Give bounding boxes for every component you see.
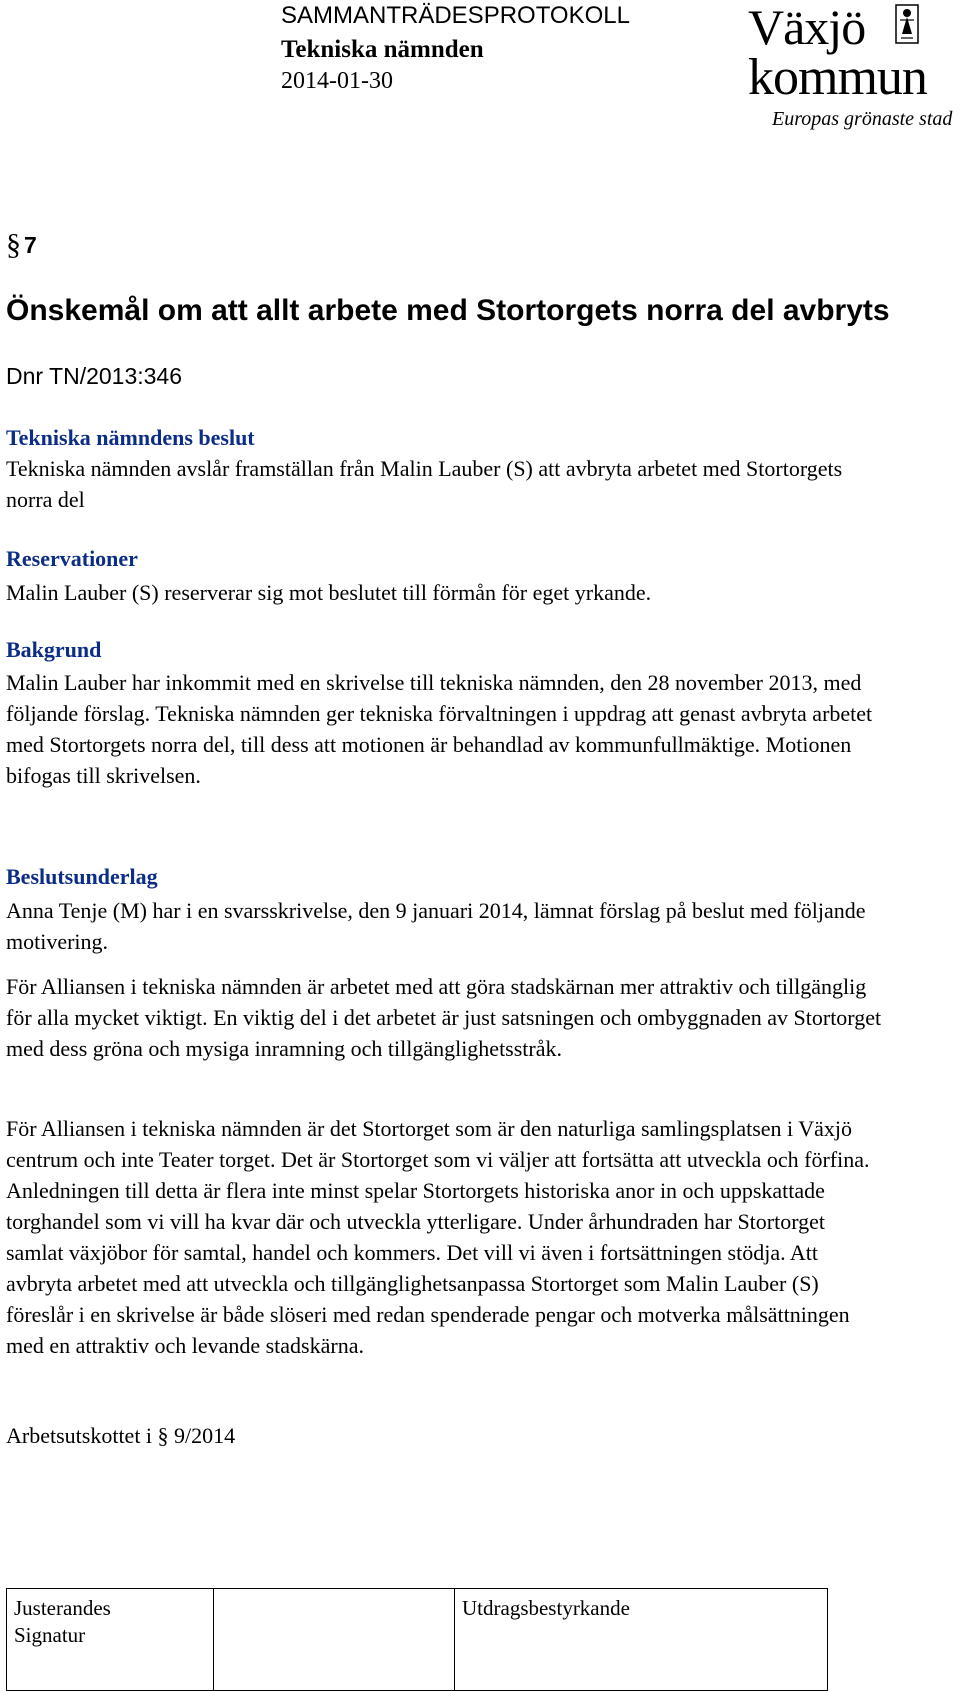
signature-label-line1: Justerandes bbox=[14, 1596, 111, 1620]
document-type: SAMMANTRÄDESPROTOKOLL bbox=[281, 2, 630, 29]
organization-name: Tekniska nämnden bbox=[281, 36, 484, 63]
basis-paragraph: För Alliansen i tekniska nämnden är arbetet med att göra stadskärnan mer attraktiv och tillgänglig för alla mycket viktigt. En viktig del i det arbetet är just satsningen och ombyggnaden av Stortorget med dess gröna och mysiga inramning och tillgänglighetsstråk. bbox=[6, 974, 882, 1061]
decision-text: Tekniska nämnden avslår framställan från Malin Lauber (S) att avbryta arbetet med Stortorgets norra del bbox=[6, 456, 843, 512]
reservations-text: Malin Lauber (S) reserverar sig mot beslutet till förmån för eget yrkande. bbox=[6, 580, 652, 605]
basis-paragraph: Anna Tenje (M) har i en svarsskrivelse, den 9 januari 2014, lämnat förslag på beslut med följande motivering. bbox=[6, 898, 866, 954]
vaxjo-kommun-logo bbox=[740, 0, 960, 135]
reservations-heading: Reservationer bbox=[6, 546, 138, 571]
section-number: 7 bbox=[24, 232, 37, 258]
logo-wordmark-line2: kommun bbox=[748, 49, 927, 106]
certification-cell bbox=[455, 1589, 828, 1691]
section-title: Önskemål om att allt arbete med Stortorgets norra del avbryts bbox=[6, 294, 890, 327]
signature-field bbox=[214, 1589, 455, 1691]
case-number: Dnr TN/2013:346 bbox=[6, 363, 183, 389]
logo-tagline: Europas grönaste stad bbox=[772, 108, 953, 130]
certification-label: Utdragsbestyrkande bbox=[462, 1596, 630, 1620]
background-text: Malin Lauber har inkommit med en skrivelse till tekniska nämnden, den 28 november 2013, med följande förslag. Tekniska nämnden ger tekniska förvaltningen i uppdrag att genast avbryta arbetet med Stortorgets norra del, till dess att motionen är behandlad av kommunfullmäktige. Motionen bifogas till skrivelsen. bbox=[6, 670, 873, 788]
meeting-date: 2014-01-30 bbox=[281, 68, 393, 94]
reference-text: Arbetsutskottet i bbox=[6, 1423, 153, 1448]
signature-table bbox=[6, 1588, 828, 1691]
reference-symbol: § bbox=[157, 1423, 169, 1448]
section-symbol: § bbox=[6, 228, 21, 261]
basis-heading: Beslutsunderlag bbox=[6, 864, 158, 889]
background-heading: Bakgrund bbox=[6, 637, 102, 662]
committee-reference bbox=[6, 1420, 886, 1451]
basis-paragraph: För Alliansen i tekniska nämnden är det Stortorget som är den naturliga samlingsplatsen i Växjö centrum och inte Teater torget. Det är Stortorget som vi väljer att fortsätta att utveckla och förfina. Anledningen till detta är flera inte minst spelar Stortorgets historiska anor in och uppskattade torghandel som vi vill ha kvar där och utveckla ytterligare. Under århundraden har Stortorget samlat växjöbor för samtal, handel och kommers. Det vill vi även i fortsättningen stödja. Att avbryta arbetet med att utveckla och tillgänglighetsanpassa Stortorget som Malin Lauber (S) föreslår i en skrivelse är både slöseri med redan spenderade pengar och motverka målsättningen med en attraktiv och levande stadskärna. bbox=[6, 1116, 870, 1358]
logo-wordmark-line1: Växjö bbox=[748, 0, 866, 55]
coat-of-arms-icon bbox=[895, 4, 919, 44]
reference-number: 9/2014 bbox=[174, 1423, 236, 1448]
signature-label-line2: Signatur bbox=[14, 1623, 86, 1647]
decision-heading: Tekniska nämndens beslut bbox=[6, 425, 255, 450]
signature-label-cell bbox=[7, 1589, 214, 1691]
